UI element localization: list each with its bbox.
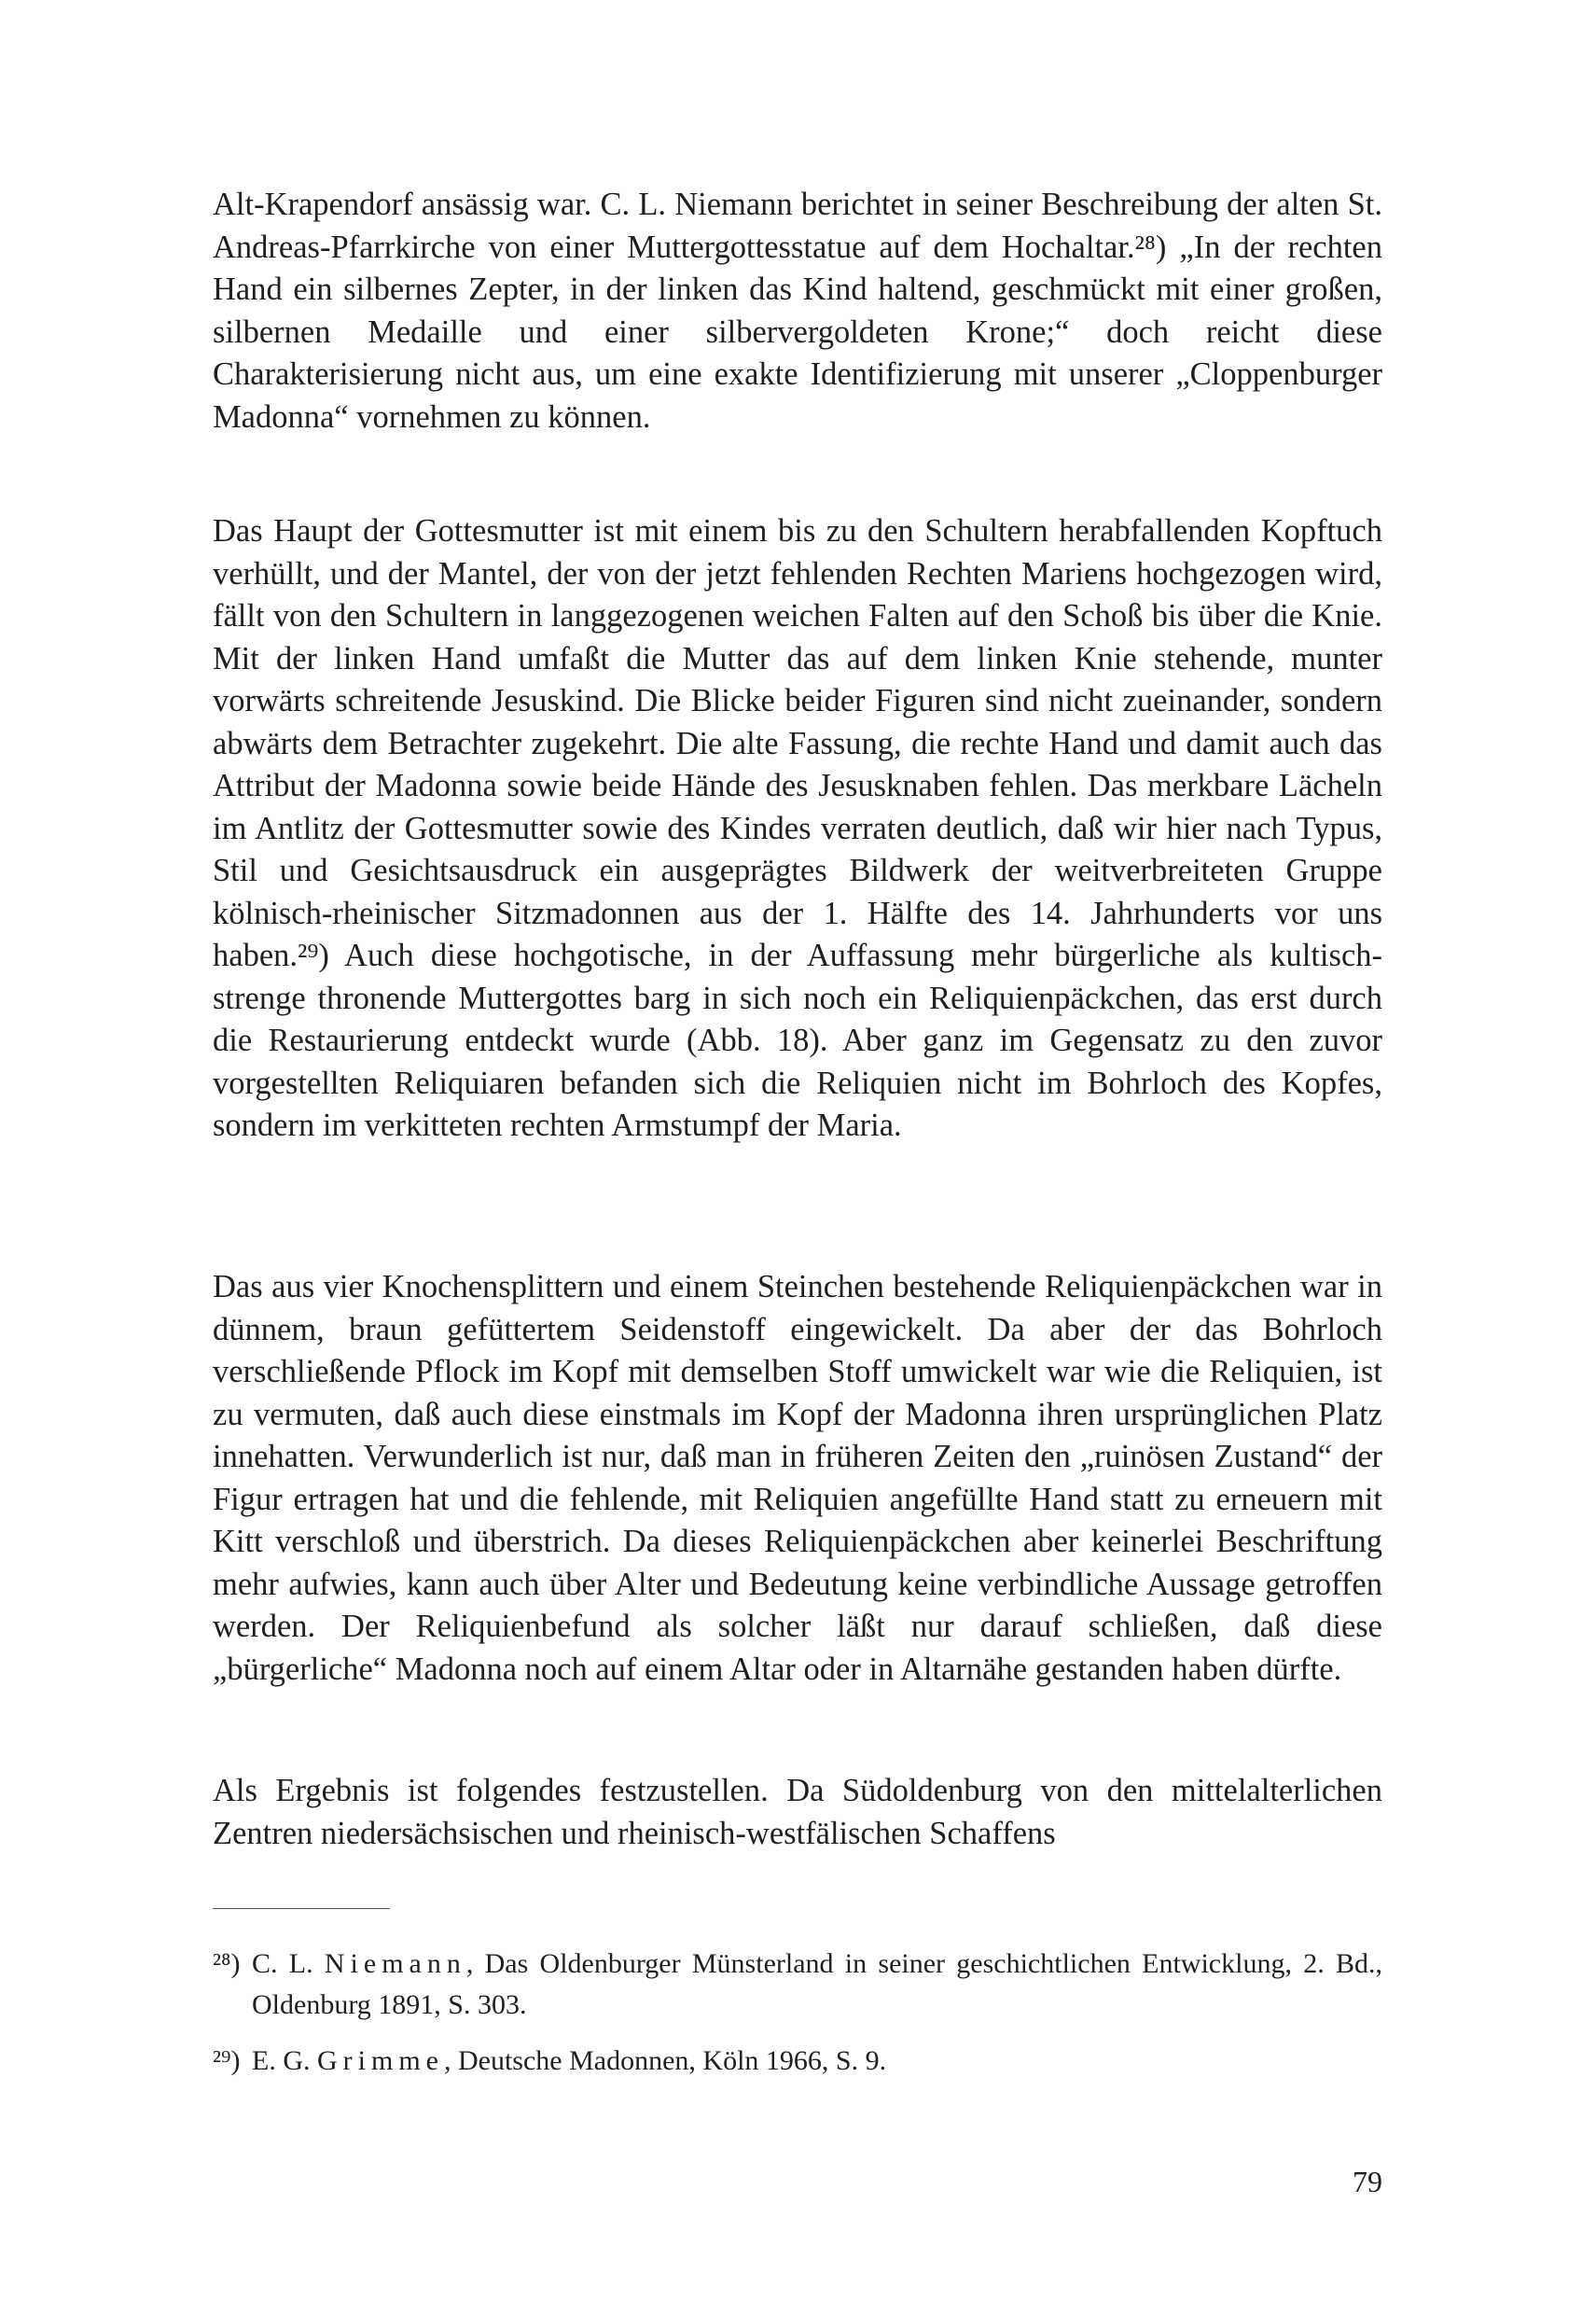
paragraph-1 — [213, 184, 1382, 439]
footnote-author-name: Grimme — [317, 2045, 444, 2076]
page-number: 79 — [1353, 2165, 1382, 2198]
footnote-29 — [213, 2041, 1382, 2082]
footnote-body — [213, 2041, 1382, 2082]
footnote-author-name: Niemann — [324, 1948, 466, 1979]
footnote-text: , Deutsche Madonnen, Köln 1966, S. 9. — [443, 2045, 887, 2076]
paragraph-text: Das aus vier Knochensplittern und einem Steinchen bestehende Reliquienpäckchen war in dünnem, braun gefüttertem Seidenstoff eingewickelt. Da aber der das Bohrloch verschließende Pflock im Kopf mit demselben Stoff umwickelt war wie die Reliquien, ist zu vermuten, daß auch diese einstmals im Kopf der Madonna ihren ursprünglichen Platz innehatten. Verwunderlich ist nur, daß man in früheren Zeiten den „ruinösen Zustand“ der Figur ertragen hat und die fehlende, mit Reliquien angefüllte Hand statt zu erneuern mit Kitt verschloß und überstrich. Da dieses Reliquienpäckchen aber keinerlei Beschriftung mehr aufwies, kann auch über Alter und Bedeutung keine verbindliche Aussage getroffen werden. Der Reliquienbefund als solcher läßt nur darauf schließen, daß diese „bürgerliche“ Madonna noch auf einem Altar oder in Altarnähe gestanden haben dürfte. — [213, 1269, 1382, 1687]
paragraph-text: Alt-Krapendorf ansässig war. C. L. Niemann berichtet in seiner Beschreibung der alten St. Andreas-Pfarrkirche von einer Muttergottesstatue auf dem Hochaltar.²⁸) „In der rechten Hand ein silbernes Zepter, in der linken das Kind haltend, geschmückt mit einer großen, silbernen Medaille und einer silbervergoldeten Krone;“ doch reicht diese Charakterisierung nicht aus, um eine exakte Identifizierung mit unserer „Cloppenburger Madonna“ vornehmen zu können. — [213, 187, 1382, 435]
paragraph-3 — [213, 1266, 1382, 1691]
footnote-mark: ²⁹) — [213, 2045, 241, 2076]
footnote-author-prefix: C. L. — [252, 1948, 313, 1979]
paragraph-text: Als Ergebnis ist folgendes festzustellen. Da Südoldenburg von den mittelalterlichen Zentren niedersächsischen und rheinisch-westfälischen Schaffens — [213, 1773, 1382, 1851]
footnote-author-prefix: E. G. — [252, 2045, 311, 2076]
footnote-separator — [213, 1908, 390, 1909]
footnote-text: , Das Oldenburger Münsterland in seiner geschichtlichen Entwicklung, 2. Bd., Oldenburg 1891, S. 303. — [252, 1948, 1383, 2020]
footnote-mark: ²⁸) — [213, 1948, 241, 1979]
paragraph-2 — [213, 510, 1382, 1148]
footnote-body — [213, 1944, 1382, 2026]
paragraph-4 — [213, 1770, 1382, 1855]
paragraph-text: Das Haupt der Gottesmutter ist mit einem bis zu den Schultern herabfallenden Kopftuch verhüllt, und der Mantel, der von der jetzt fehlenden Rechten Mariens hochgezogen wird, fällt von den Schultern in langgezogenen weichen Falten auf den Schoß bis über die Knie. Mit der linken Hand umfaßt die Mutter das auf dem linken Knie stehende, munter vorwärts schreitende Jesuskind. Die Blicke beider Figuren sind nicht zueinander, sondern abwärts dem Betrachter zugekehrt. Die alte Fassung, die rechte Hand und damit auch das Attribut der Madonna sowie beide Hände des Jesusknaben fehlen. Das merkbare Lächeln im Antlitz der Gottesmutter sowie des Kindes verraten deutlich, daß wir hier nach Typus, Stil und Gesichtsausdruck ein ausgeprägtes Bildwerk der weitverbreiteten Gruppe kölnisch-rheinischer Sitzmadonnen aus der 1. Hälfte des 14. Jahrhunderts vor uns haben.²⁹) Auch diese hochgotische, in der Auffassung mehr bürgerliche als kultisch-strenge thronende Muttergottes barg in sich noch ein Reliquienpäckchen, das erst durch die Restaurierung entdeckt wurde (Abb. 18). Aber ganz im Gegensatz zu den zuvor vorgestellten Reliquiaren befanden sich die Reliquien nicht im Bohrloch des Kopfes, sondern im verkitteten rechten Armstumpf der Maria. — [213, 513, 1382, 1143]
footnote-28 — [213, 1944, 1382, 2026]
